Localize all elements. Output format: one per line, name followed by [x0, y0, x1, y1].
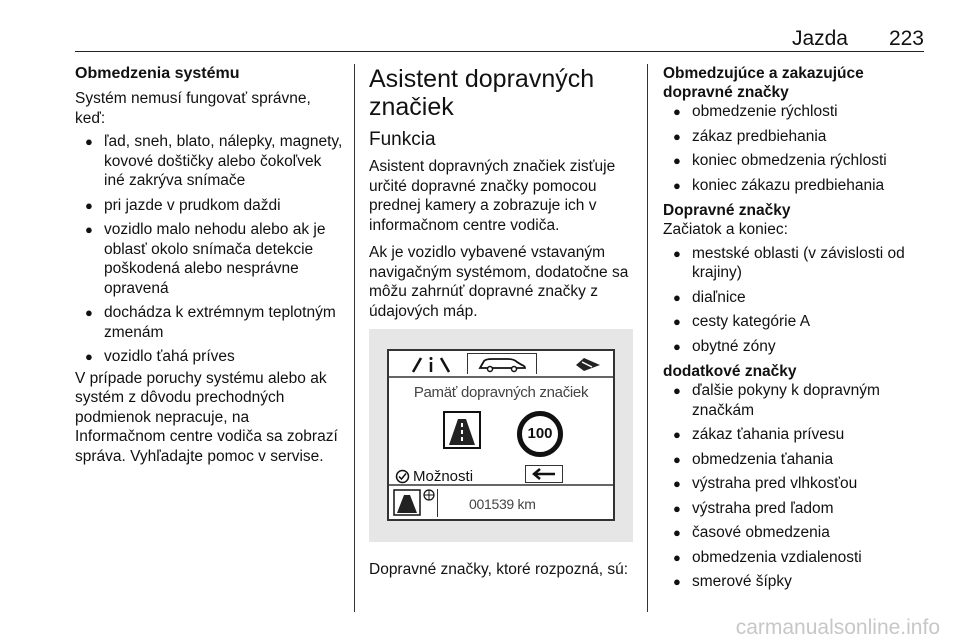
list-item: ● mestské oblasti (v závislosti od krajiny) [663, 244, 923, 283]
list-item: ● vozidlo malo nehodu alebo ak je oblasť okolo snímača detekcie poškodená alebo nesprávne opravená [75, 220, 343, 298]
list-item: ● dochádza k extrémnym teplotným zmenám [75, 303, 343, 342]
column-divider-2 [647, 64, 648, 612]
motorway-sign-icon [443, 411, 481, 449]
group-heading: dodatkové značky [663, 363, 797, 380]
sign-group-traffic [663, 201, 923, 356]
column-divider-1 [354, 64, 355, 612]
list-item: ● pri jazde v prudkom daždi [75, 196, 343, 216]
section-title: Asistent dopravných značiek [369, 65, 595, 121]
motorway-small-icon [393, 489, 421, 516]
header-rule [75, 51, 924, 52]
sign-group-supplementary [663, 362, 923, 592]
group-list [663, 381, 923, 592]
group-heading: Dopravné značky [663, 202, 791, 219]
page-header [0, 0, 960, 52]
column-2 [369, 64, 633, 588]
odometer-readout: 001539 km [469, 496, 536, 512]
list-item: ● výstraha pred ľadom [663, 499, 923, 519]
car-icon [468, 354, 534, 374]
function-subtitle: Funkcia [369, 129, 436, 150]
list-item: ● diaľnice [663, 288, 923, 308]
section-name: Jazda [791, 27, 848, 50]
list-item: ● ľad, sneh, blato, nálepky, magnety, kovové doštičky alebo čokoľvek iné zakrýva snímače [75, 132, 343, 191]
figure-caption: Dopravné značky, ktoré rozpozná, sú: [369, 561, 629, 578]
list-item: ● vozidlo ťahá príves [75, 347, 343, 367]
speed-limit-sign: 100 [517, 411, 563, 457]
driver-info-display [387, 349, 615, 521]
system-limits-intro: Systém nemusí fungovať správne, keď: [75, 90, 311, 127]
function-paragraph-2: Ak je vozidlo vybavené vstavaným navigačným systémom, dodatočne sa môžu zahrnúť dopravné značky z údajových máp. [369, 244, 629, 320]
traffic-sign-memory-figure [369, 329, 633, 542]
list-item: ● obytné zóny [663, 337, 923, 357]
list-item: ● obmedzenie rýchlosti [663, 102, 923, 122]
check-circle-icon [395, 469, 410, 484]
column-3 [663, 64, 923, 598]
sign-group-restrictive [663, 64, 923, 195]
list-item: ● zákaz ťahania prívesu [663, 425, 923, 445]
system-limits-heading: Obmedzenia systému [75, 65, 240, 82]
odometer-divider [437, 489, 438, 517]
tab-vehicle[interactable] [467, 353, 537, 374]
arrow-left-icon [531, 468, 557, 480]
options-label: Možnosti [413, 468, 474, 485]
system-limits-list [75, 132, 343, 367]
list-item: ● cesty kategórie A [663, 312, 923, 332]
traffic-sign-tab-icon [574, 356, 602, 372]
list-item: ● koniec zákazu predbiehania [663, 176, 923, 196]
options-button[interactable] [395, 467, 473, 487]
list-item: ● ďalšie pokyny k dopravným značkám [663, 381, 923, 420]
column-1 [75, 64, 343, 474]
globe-icon [423, 489, 435, 501]
group-list [663, 102, 923, 195]
list-item: ● obmedzenia vzdialenosti [663, 548, 923, 568]
list-item: ● časové obmedzenia [663, 523, 923, 543]
function-paragraph-1: Asistent dopravných značiek zisťuje určité dopravné značky pomocou prednej kamery a zobrazuje ich v informačnom centre vodiča. [369, 158, 616, 234]
list-item: ● výstraha pred vlhkosťou [663, 474, 923, 494]
list-item: ● koniec obmedzenia rýchlosti [663, 151, 923, 171]
group-intro: Začiatok a koniec: [663, 221, 788, 238]
screen-title: Pamäť dopravných značiek [413, 384, 589, 401]
watermark: carmanualsonline.info [735, 616, 940, 639]
list-item: ● zákaz predbiehania [663, 127, 923, 147]
group-list [663, 244, 923, 357]
back-button[interactable] [525, 465, 563, 483]
system-limits-closing: V prípade poruchy systému alebo ak systém z dôvodu prechodných podmienok nepracuje, na Informačnom centre vodiča sa zobrazí správa. Vyhľadajte pomoc v servise. [75, 369, 338, 465]
list-item: ● obmedzenia ťahania [663, 450, 923, 470]
group-heading: Obmedzujúce a zakazujúce dopravné značky [663, 65, 864, 101]
lane-assist-icon [409, 356, 453, 374]
page-number: 223 [888, 27, 924, 50]
list-item: ● smerové šípky [663, 572, 923, 592]
